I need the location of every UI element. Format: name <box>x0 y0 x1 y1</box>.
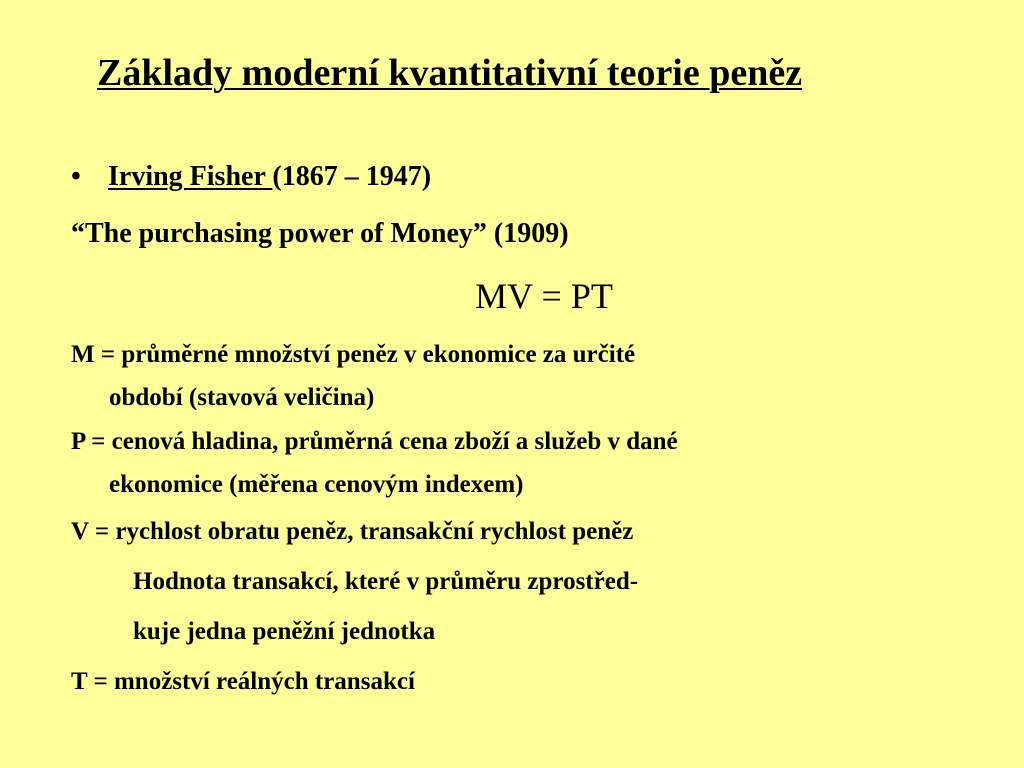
definition-v <box>71 510 951 553</box>
author-years: (1867 – 1947) <box>272 161 432 192</box>
definition-m <box>71 333 951 419</box>
definition-p-line-1: P = cenová hladina, průměrná cena zboží a služeb v dané <box>71 428 678 455</box>
author-name: Irving Fisher <box>108 161 273 192</box>
definition-v-line-1: V = rychlost obratu peněz, transakční rychlost peněz <box>71 518 634 545</box>
definition-m-line-2: období (stavová veličina) <box>109 384 375 411</box>
definition-t-line-1: T = množství reálných transakcí <box>71 668 415 695</box>
bullet-icon: • <box>71 161 81 192</box>
velocity-note-line-2: kuje jedna peněžní jednotka <box>133 618 436 645</box>
velocity-note-line-1: Hodnota transakcí, které v průměru zprostřed- <box>133 568 639 595</box>
definition-m-line-1: M = průměrné množství peněz v ekonomice za určité <box>71 341 636 368</box>
definition-p <box>71 420 951 506</box>
definition-p-line-2: ekonomice (měřena cenovým indexem) <box>109 471 524 498</box>
equation-of-exchange: MV = PT <box>475 276 613 316</box>
definition-t <box>71 660 951 703</box>
book-title: “The purchasing power of Money” (1909) <box>71 218 569 249</box>
author-line <box>108 160 431 194</box>
slide-title: Základy moderní kvantitativní teorie peněz <box>97 52 803 94</box>
